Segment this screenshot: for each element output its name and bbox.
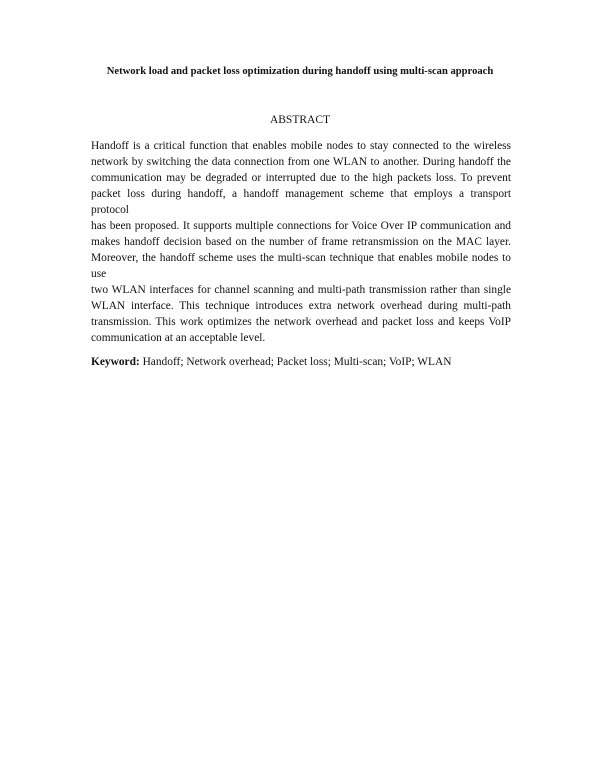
keywords: [91, 354, 521, 370]
keywords-text: Handoff; Network overhead; Packet loss; Multi-scan; VoIP; WLAN: [142, 356, 452, 368]
abstract-line: WLAN interface. This technique introduces extra network overhead during multi-path: [91, 300, 511, 312]
abstract-line: communication at an acceptable level.: [91, 332, 266, 344]
abstract-line: Moreover, the handoff scheme uses the multi-scan technique that enables mobile nodes to use: [91, 252, 511, 280]
abstract-line: communication may be degraded or interrupted due to the high packets loss. To prevent: [91, 172, 511, 184]
abstract-line: network by switching the data connection from one WLAN to another. During handoff the: [91, 156, 511, 168]
abstract-line: transmission. This work optimizes the network overhead and packet loss and keeps VoIP: [91, 316, 511, 328]
paper-title: Network load and packet loss optimization during handoff using multi-scan approach: [106, 66, 494, 77]
abstract-line: has been proposed. It supports multiple connections for Voice Over IP communication and: [91, 220, 511, 232]
abstract-heading: ABSTRACT: [269, 114, 331, 126]
keywords-label: Keyword:: [91, 356, 140, 368]
abstract-paragraph: [91, 138, 511, 346]
abstract-line: Handoff is a critical function that enables mobile nodes to stay connected to the wireless: [91, 140, 511, 152]
abstract-line: makes handoff decision based on the number of frame retransmission on the MAC layer.: [91, 236, 511, 248]
abstract-line: two WLAN interfaces for channel scanning and multi-path transmission rather than single: [91, 284, 511, 296]
abstract-line: packet loss during handoff, a handoff management scheme that employs a transport protocol: [91, 188, 511, 216]
